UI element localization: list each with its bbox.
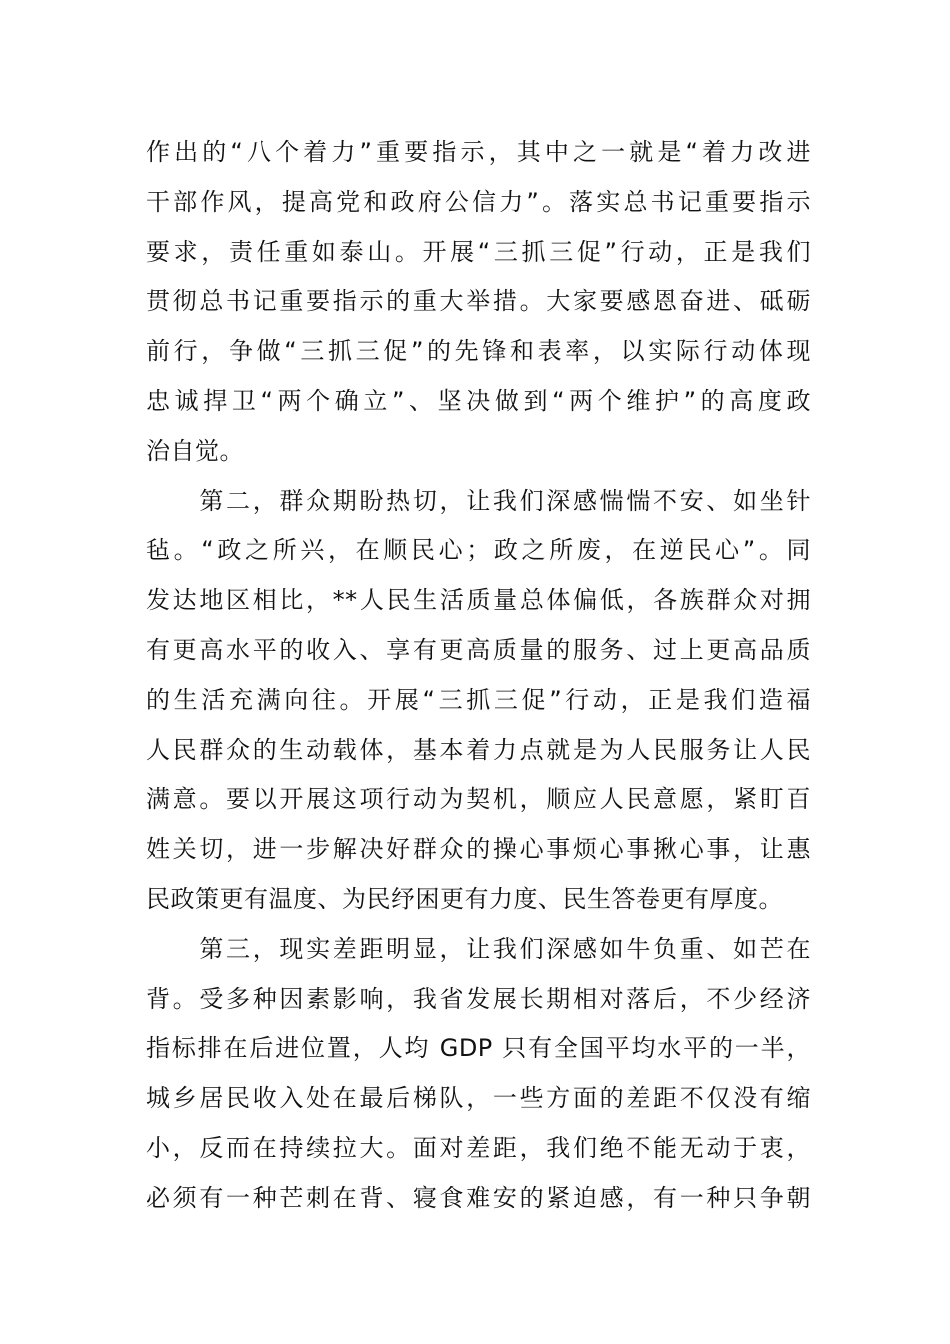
body-text [146,128,811,1224]
text-line: 指标排在后进位置，人均 GDP 只有全国平均水平的一半， [146,1034,811,1063]
text-line: 的生活充满向往。开展“三抓三促”行动，正是我们造福 [146,685,811,714]
paragraph-2 [146,477,811,925]
text-line: 满意。要以开展这项行动为契机，顺应人民意愿，紧盯百 [146,785,811,814]
text-line: 城乡居民收入处在最后梯队，一些方面的差距不仅没有缩 [146,1084,811,1113]
text-line: 忠诚捍卫“两个确立”、坚决做到“两个维护”的高度政 [146,386,811,415]
text-line: 贯彻总书记重要指示的重大举措。大家要感恩奋进、砥砺 [146,287,811,316]
text-line: 人民群众的生动载体，基本着力点就是为人民服务让人民 [146,735,811,764]
text-line: 第三，现实差距明显，让我们深感如牛负重、如芒在 [146,934,811,963]
text-line: 小，反而在持续拉大。面对差距，我们绝不能无动于衷， [146,1133,811,1162]
text-line: 有更高水平的收入、享有更高质量的服务、过上更高品质 [146,635,811,664]
text-line: 发达地区相比，**人民生活质量总体偏低，各族群众对拥 [146,586,811,615]
text-line: 姓关切，进一步解决好群众的操心事烦心事揪心事，让惠 [146,835,811,864]
text-line: 作出的“八个着力”重要指示，其中之一就是“着力改进 [146,138,811,166]
text-line: 毡。“政之所兴，在顺民心；政之所废，在逆民心”。同 [146,536,811,565]
text-line: 干部作风，提高党和政府公信力”。落实总书记重要指示 [146,187,811,216]
paragraph-3 [146,925,811,1224]
text-line: 前行，争做“三抓三促”的先锋和表率，以实际行动体现 [146,337,811,366]
text-line: 第二，群众期盼热切，让我们深感惴惴不安、如坐针 [146,486,811,515]
text-line: 民政策更有温度、为民纾困更有力度、民生答卷更有厚度。 [146,884,783,913]
text-line: 必须有一种芒刺在背、寝食难安的紧迫感，有一种只争朝 [146,1183,811,1212]
text-line: 背。受多种因素影响，我省发展长期相对落后，不少经济 [146,984,811,1013]
text-line: 要求，责任重如泰山。开展“三抓三促”行动，正是我们 [146,237,811,266]
text-line: 治自觉。 [146,436,244,465]
paragraph-1 [146,128,811,477]
